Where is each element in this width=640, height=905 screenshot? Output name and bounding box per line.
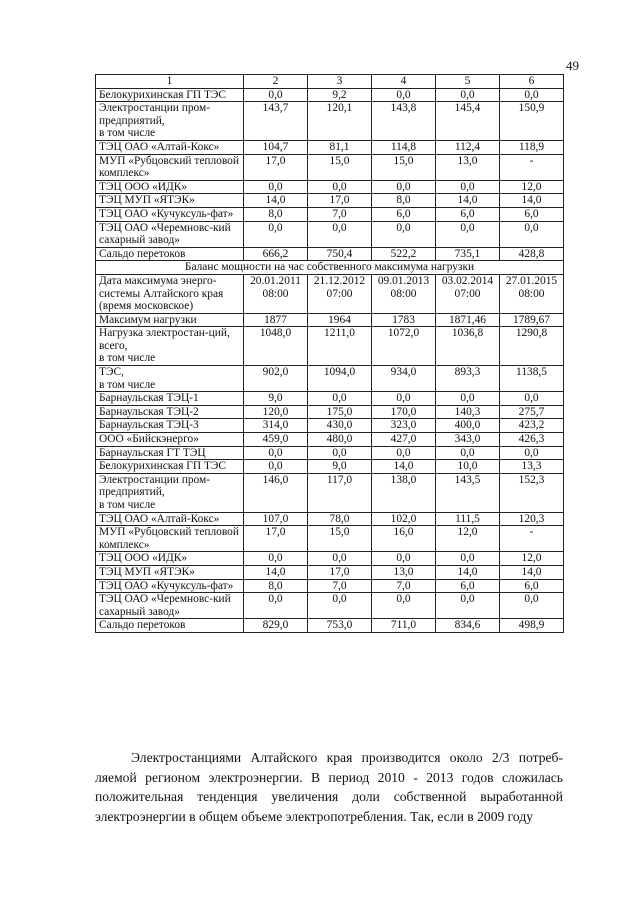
table-row xyxy=(96,526,564,552)
value-cell: 0,0 xyxy=(308,552,372,566)
row-label: ТЭС, в том числе xyxy=(96,366,244,392)
value-cell: 0,0 xyxy=(308,446,372,460)
value-cell: 1094,0 xyxy=(308,366,372,392)
row-label: ТЭЦ ООО «ИДК» xyxy=(96,552,244,566)
row-label: МУП «Рубцовский тепловой комплекс» xyxy=(96,526,244,552)
value-cell: 0,0 xyxy=(436,446,500,460)
value-cell: 0,0 xyxy=(500,221,564,247)
value-cell: 400,0 xyxy=(436,419,500,433)
value-cell: 117,0 xyxy=(308,473,372,512)
value-cell: 343,0 xyxy=(436,433,500,447)
value-cell: 498,9 xyxy=(500,619,564,633)
row-label: Белокурихинская ГП ТЭС xyxy=(96,460,244,474)
table-row xyxy=(96,247,564,261)
value-cell: 1789,67 xyxy=(500,313,564,327)
value-cell: 0,0 xyxy=(436,88,500,102)
row-label: Электростанции пром-предприятий, в том числе xyxy=(96,102,244,141)
value-cell: 12,0 xyxy=(500,552,564,566)
value-cell: 138,0 xyxy=(372,473,436,512)
value-cell: 1783 xyxy=(372,313,436,327)
value-cell: 6,0 xyxy=(372,207,436,221)
section-title-row xyxy=(96,261,564,275)
value-cell: 118,9 xyxy=(500,140,564,154)
header-cell: 3 xyxy=(308,75,372,89)
value-cell: 140,3 xyxy=(436,405,500,419)
value-cell: 120,3 xyxy=(500,512,564,526)
header-cell: 1 xyxy=(96,75,244,89)
value-cell: 10,0 xyxy=(436,460,500,474)
table-row xyxy=(96,460,564,474)
value-cell: 834,6 xyxy=(436,619,500,633)
value-cell: 430,0 xyxy=(308,419,372,433)
table-row xyxy=(96,180,564,194)
value-cell: 81,1 xyxy=(308,140,372,154)
value-cell: 13,3 xyxy=(500,460,564,474)
table-row xyxy=(96,102,564,141)
value-cell: 0,0 xyxy=(244,593,308,619)
value-cell: 09.01.2013 08:00 xyxy=(372,274,436,313)
table-row xyxy=(96,366,564,392)
value-cell: 12,0 xyxy=(500,180,564,194)
row-label: Дата максимума энерго-системы Алтайского края (время московское) xyxy=(96,274,244,313)
value-cell: 20.01.2011 08:00 xyxy=(244,274,308,313)
value-cell: 0,0 xyxy=(244,552,308,566)
value-cell: 0,0 xyxy=(500,593,564,619)
value-cell: 17,0 xyxy=(308,565,372,579)
value-cell: 17,0 xyxy=(244,526,308,552)
value-cell: 170,0 xyxy=(372,405,436,419)
value-cell: 1036,8 xyxy=(436,327,500,366)
value-cell: 146,0 xyxy=(244,473,308,512)
table-row xyxy=(96,565,564,579)
row-label: ТЭЦ ОАО «Алтай-Кокс» xyxy=(96,512,244,526)
value-cell: - xyxy=(500,154,564,180)
value-cell: 102,0 xyxy=(372,512,436,526)
value-cell: 0,0 xyxy=(244,460,308,474)
value-cell: 175,0 xyxy=(308,405,372,419)
value-cell: 1290,8 xyxy=(500,327,564,366)
value-cell: 9,2 xyxy=(308,88,372,102)
header-cell: 5 xyxy=(436,75,500,89)
row-label: ТЭЦ ОАО «Черемновс-кий сахарный завод» xyxy=(96,221,244,247)
value-cell: 459,0 xyxy=(244,433,308,447)
value-cell: 753,0 xyxy=(308,619,372,633)
value-cell: 1964 xyxy=(308,313,372,327)
value-cell: 666,2 xyxy=(244,247,308,261)
value-cell: 14,0 xyxy=(436,194,500,208)
value-cell: 0,0 xyxy=(436,392,500,406)
table-row xyxy=(96,419,564,433)
value-cell: 15,0 xyxy=(308,154,372,180)
value-cell: 0,0 xyxy=(308,180,372,194)
body-paragraph: Электростанциями Алтайского края производится около 2/3 потреб-ляемой регионом электроэнергии. В период 2010 - 2013 годов сложилась положительная тенденция увеличения доли собственной выработанной электроэнергии в общем объеме электропотребления. Так, если в 2009 году xyxy=(95,750,563,824)
page-number: 49 xyxy=(566,58,579,73)
value-cell: 426,3 xyxy=(500,433,564,447)
value-cell: 107,0 xyxy=(244,512,308,526)
value-cell: 8,0 xyxy=(244,207,308,221)
table-row xyxy=(96,512,564,526)
table-row xyxy=(96,392,564,406)
value-cell: 143,5 xyxy=(436,473,500,512)
value-cell: 522,2 xyxy=(372,247,436,261)
table-row xyxy=(96,619,564,633)
row-label: ТЭЦ МУП «ЯТЭК» xyxy=(96,194,244,208)
value-cell: 0,0 xyxy=(436,221,500,247)
value-cell: 114,8 xyxy=(372,140,436,154)
value-cell: 6,0 xyxy=(436,207,500,221)
table-row xyxy=(96,313,564,327)
value-cell: 0,0 xyxy=(372,593,436,619)
row-label: Барнаульская ГТ ТЭЦ xyxy=(96,446,244,460)
row-label: Электростанции пром-предприятий, в том числе xyxy=(96,473,244,512)
value-cell: 6,0 xyxy=(500,207,564,221)
value-cell: 143,7 xyxy=(244,102,308,141)
row-label: ТЭЦ ОАО «Алтай-Кокс» xyxy=(96,140,244,154)
value-cell: 0,0 xyxy=(500,446,564,460)
row-label: Сальдо перетоков xyxy=(96,619,244,633)
row-label: ТЭЦ МУП «ЯТЭК» xyxy=(96,565,244,579)
value-cell: 735,1 xyxy=(436,247,500,261)
row-label: Барнаульская ТЭЦ-3 xyxy=(96,419,244,433)
value-cell: 423,2 xyxy=(500,419,564,433)
value-cell: 14,0 xyxy=(436,565,500,579)
value-cell: 8,0 xyxy=(372,194,436,208)
row-label: Барнаульская ТЭЦ-1 xyxy=(96,392,244,406)
value-cell: 0,0 xyxy=(372,392,436,406)
value-cell: 0,0 xyxy=(308,593,372,619)
value-cell: 0,0 xyxy=(436,180,500,194)
value-cell: 934,0 xyxy=(372,366,436,392)
table-row xyxy=(96,154,564,180)
row-label: Барнаульская ТЭЦ-2 xyxy=(96,405,244,419)
value-cell: 15,0 xyxy=(372,154,436,180)
row-label: ООО «Бийскэнерго» xyxy=(96,433,244,447)
table-row xyxy=(96,405,564,419)
value-cell: 111,5 xyxy=(436,512,500,526)
value-cell: 6,0 xyxy=(436,579,500,593)
value-cell: 0,0 xyxy=(244,180,308,194)
table-row xyxy=(96,327,564,366)
value-cell: 0,0 xyxy=(244,446,308,460)
row-label: МУП «Рубцовский тепловой комплекс» xyxy=(96,154,244,180)
value-cell: 78,0 xyxy=(308,512,372,526)
value-cell: 14,0 xyxy=(500,565,564,579)
value-cell: 9,0 xyxy=(244,392,308,406)
header-cell: 2 xyxy=(244,75,308,89)
header-cell: 6 xyxy=(500,75,564,89)
value-cell: 829,0 xyxy=(244,619,308,633)
table-row xyxy=(96,579,564,593)
value-cell: 428,8 xyxy=(500,247,564,261)
value-cell: 1211,0 xyxy=(308,327,372,366)
value-cell: 120,0 xyxy=(244,405,308,419)
value-cell: 6,0 xyxy=(500,579,564,593)
value-cell: 13,0 xyxy=(436,154,500,180)
value-cell: 0,0 xyxy=(244,221,308,247)
value-cell: 27.01.2015 08:00 xyxy=(500,274,564,313)
value-cell: 750,4 xyxy=(308,247,372,261)
value-cell: 03.02.2014 07:00 xyxy=(436,274,500,313)
power-balance-table xyxy=(95,74,564,633)
row-label: Белокурихинская ГП ТЭС xyxy=(96,88,244,102)
value-cell: 1871,46 xyxy=(436,313,500,327)
value-cell: 1072,0 xyxy=(372,327,436,366)
section-title: Баланс мощности на час собственного максимума нагрузки xyxy=(96,261,564,275)
header-cell: 4 xyxy=(372,75,436,89)
value-cell: 0,0 xyxy=(372,221,436,247)
value-cell: 427,0 xyxy=(372,433,436,447)
value-cell: 0,0 xyxy=(436,593,500,619)
value-cell: 0,0 xyxy=(308,392,372,406)
value-cell: 8,0 xyxy=(244,579,308,593)
table-row xyxy=(96,433,564,447)
value-cell: 7,0 xyxy=(308,207,372,221)
value-cell: 150,9 xyxy=(500,102,564,141)
row-label: ТЭЦ ОАО «Кучуксуль-фат» xyxy=(96,207,244,221)
value-cell: 104,7 xyxy=(244,140,308,154)
value-cell: 14,0 xyxy=(500,194,564,208)
value-cell: 0,0 xyxy=(372,180,436,194)
table-header-row xyxy=(96,75,564,89)
value-cell: 0,0 xyxy=(436,552,500,566)
value-cell: - xyxy=(500,526,564,552)
table-row xyxy=(96,194,564,208)
value-cell: 1877 xyxy=(244,313,308,327)
value-cell: 0,0 xyxy=(500,88,564,102)
value-cell: 145,4 xyxy=(436,102,500,141)
value-cell: 323,0 xyxy=(372,419,436,433)
value-cell: 0,0 xyxy=(500,392,564,406)
value-cell: 1138,5 xyxy=(500,366,564,392)
table-row xyxy=(96,221,564,247)
value-cell: 21.12.2012 07:00 xyxy=(308,274,372,313)
value-cell: 711,0 xyxy=(372,619,436,633)
row-label: ТЭЦ ООО «ИДК» xyxy=(96,180,244,194)
value-cell: 1048,0 xyxy=(244,327,308,366)
value-cell: 0,0 xyxy=(308,221,372,247)
table-row xyxy=(96,473,564,512)
value-cell: 16,0 xyxy=(372,526,436,552)
value-cell: 152,3 xyxy=(500,473,564,512)
value-cell: 112,4 xyxy=(436,140,500,154)
table-row xyxy=(96,552,564,566)
value-cell: 13,0 xyxy=(372,565,436,579)
value-cell: 0,0 xyxy=(244,88,308,102)
table-row xyxy=(96,593,564,619)
value-cell: 120,1 xyxy=(308,102,372,141)
value-cell: 7,0 xyxy=(308,579,372,593)
value-cell: 7,0 xyxy=(372,579,436,593)
value-cell: 0,0 xyxy=(372,446,436,460)
value-cell: 17,0 xyxy=(308,194,372,208)
value-cell: 143,8 xyxy=(372,102,436,141)
table-row xyxy=(96,207,564,221)
value-cell: 14,0 xyxy=(244,194,308,208)
row-label: Максимум нагрузки xyxy=(96,313,244,327)
row-label: Сальдо перетоков xyxy=(96,247,244,261)
value-cell: 275,7 xyxy=(500,405,564,419)
value-cell: 314,0 xyxy=(244,419,308,433)
value-cell: 17,0 xyxy=(244,154,308,180)
table-row xyxy=(96,88,564,102)
row-label: ТЭЦ ОАО «Черемновс-кий сахарный завод» xyxy=(96,593,244,619)
table-row xyxy=(96,446,564,460)
table-row xyxy=(96,274,564,313)
value-cell: 480,0 xyxy=(308,433,372,447)
value-cell: 902,0 xyxy=(244,366,308,392)
value-cell: 9,0 xyxy=(308,460,372,474)
row-label: Нагрузка электростан-ций, всего, в том числе xyxy=(96,327,244,366)
value-cell: 14,0 xyxy=(372,460,436,474)
value-cell: 15,0 xyxy=(308,526,372,552)
value-cell: 0,0 xyxy=(372,88,436,102)
value-cell: 12,0 xyxy=(436,526,500,552)
table-row xyxy=(96,140,564,154)
row-label: ТЭЦ ОАО «Кучуксуль-фат» xyxy=(96,579,244,593)
value-cell: 893,3 xyxy=(436,366,500,392)
value-cell: 14,0 xyxy=(244,565,308,579)
value-cell: 0,0 xyxy=(372,552,436,566)
